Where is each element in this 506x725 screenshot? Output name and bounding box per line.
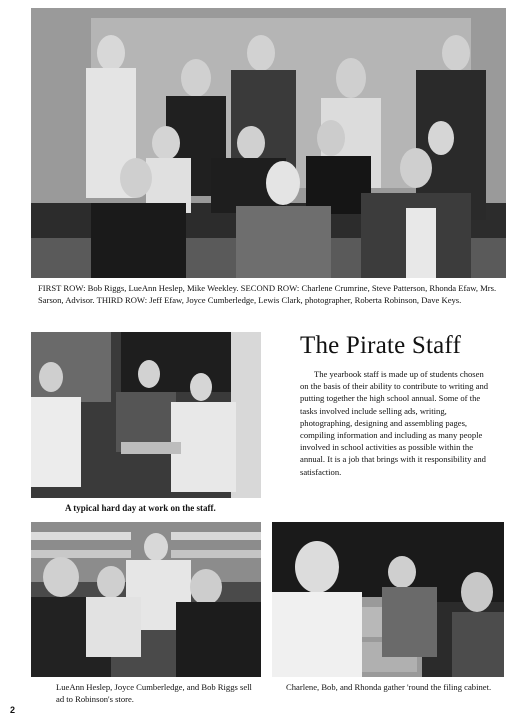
page-number: 2 [10,705,16,715]
staff-work-caption: A typical hard day at work on the staff. [65,503,216,513]
group-photo-caption: FIRST ROW: Bob Riggs, LueAnn Heslep, Mike Weekley. SECOND ROW: Charlene Crumrine, Steve Patterson, Rhonda Efaw, Mrs. Sarson, Advisor. THIRD ROW: Jeff Efaw, Joyce Cumberledge, Lewis Clark, photographer, Roberta Robinson, Dave Keys. [38,283,497,305]
page-title: The Pirate Staff [300,332,462,359]
store-ad-photo [31,522,261,677]
staff-work-photo [31,332,261,498]
group-photo [31,8,506,278]
filing-cabinet-photo [272,522,504,677]
body-text: The yearbook staff is made up of students chosen on the basis of their ability to contribute to writing and putting together the high school annual. Some of the tasks involved include selling ads, writing, photographing, designing and assembling pages, compiling information and including as many people involved in school activities as possible within the annual. It is a job that brings with it responsibility and satisfaction. [300,369,489,477]
store-ad-caption: LueAnn Heslep, Joyce Cumberledge, and Bob Riggs sell ad to Robinson's store. [56,682,252,704]
filing-cabinet-caption: Charlene, Bob, and Rhonda gather 'round the filing cabinet. [286,682,492,692]
